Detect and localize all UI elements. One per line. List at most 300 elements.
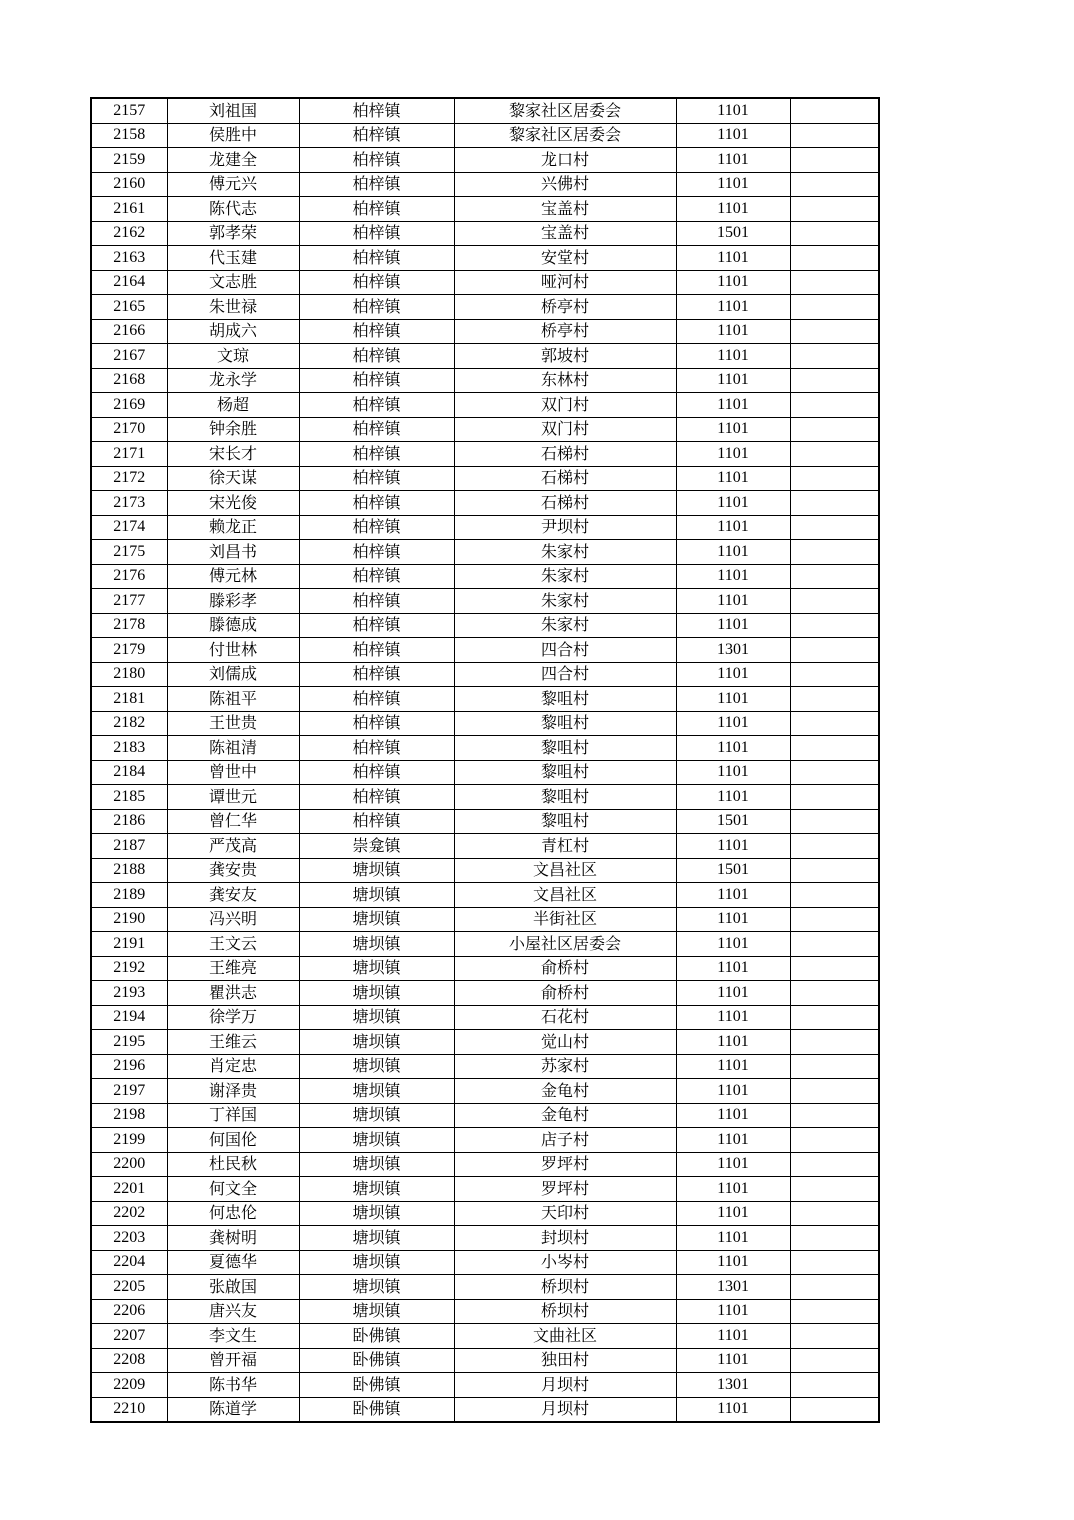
name-cell: 龚树明: [167, 1226, 299, 1251]
code-cell: 1101: [676, 687, 790, 712]
name-cell: 刘祖国: [167, 98, 299, 123]
note-cell: [790, 197, 879, 222]
code-cell: 1101: [676, 1103, 790, 1128]
serial-cell: 2203: [91, 1226, 167, 1251]
note-cell: [790, 1030, 879, 1055]
code-cell: 1101: [676, 344, 790, 369]
table-row: [91, 197, 879, 222]
table-row: [91, 1152, 879, 1177]
code-cell: 1101: [676, 1201, 790, 1226]
code-cell: 1501: [676, 809, 790, 834]
serial-cell: 2198: [91, 1103, 167, 1128]
code-cell: 1101: [676, 1299, 790, 1324]
code-cell: 1101: [676, 123, 790, 148]
note-cell: [790, 393, 879, 418]
table-row: [91, 442, 879, 467]
serial-cell: 2200: [91, 1152, 167, 1177]
note-cell: [790, 809, 879, 834]
note-cell: [790, 711, 879, 736]
town-cell: 卧佛镇: [299, 1324, 454, 1349]
table-row: [91, 1054, 879, 1079]
note-cell: [790, 1250, 879, 1275]
code-cell: 1101: [676, 319, 790, 344]
serial-cell: 2167: [91, 344, 167, 369]
code-cell: 1101: [676, 1079, 790, 1104]
town-cell: 塘坝镇: [299, 907, 454, 932]
code-cell: 1101: [676, 466, 790, 491]
table-row: [91, 98, 879, 123]
serial-cell: 2206: [91, 1299, 167, 1324]
name-cell: 何国伦: [167, 1128, 299, 1153]
table-row: [91, 221, 879, 246]
name-cell: 曾开福: [167, 1348, 299, 1373]
name-cell: 唐兴友: [167, 1299, 299, 1324]
town-cell: 柏梓镇: [299, 319, 454, 344]
village-cell: 桥坝村: [454, 1299, 676, 1324]
note-cell: [790, 123, 879, 148]
note-cell: [790, 785, 879, 810]
note-cell: [790, 1226, 879, 1251]
town-cell: 柏梓镇: [299, 540, 454, 565]
village-cell: 朱家村: [454, 564, 676, 589]
serial-cell: 2157: [91, 98, 167, 123]
village-cell: 双门村: [454, 417, 676, 442]
serial-cell: 2199: [91, 1128, 167, 1153]
name-cell: 肖定忠: [167, 1054, 299, 1079]
serial-cell: 2207: [91, 1324, 167, 1349]
town-cell: 柏梓镇: [299, 711, 454, 736]
name-cell: 宋长才: [167, 442, 299, 467]
town-cell: 柏梓镇: [299, 368, 454, 393]
serial-cell: 2176: [91, 564, 167, 589]
code-cell: 1101: [676, 540, 790, 565]
table-row: [91, 1079, 879, 1104]
serial-cell: 2180: [91, 662, 167, 687]
name-cell: 龙永学: [167, 368, 299, 393]
note-cell: [790, 540, 879, 565]
town-cell: 柏梓镇: [299, 466, 454, 491]
note-cell: [790, 662, 879, 687]
serial-cell: 2164: [91, 270, 167, 295]
serial-cell: 2201: [91, 1177, 167, 1202]
table-row: [91, 1226, 879, 1251]
table-row: [91, 1030, 879, 1055]
name-cell: 胡成六: [167, 319, 299, 344]
table-row: [91, 368, 879, 393]
town-cell: 柏梓镇: [299, 123, 454, 148]
table-row: [91, 638, 879, 663]
code-cell: 1101: [676, 1324, 790, 1349]
town-cell: 柏梓镇: [299, 687, 454, 712]
table-row: [91, 932, 879, 957]
town-cell: 塘坝镇: [299, 1250, 454, 1275]
village-cell: 金龟村: [454, 1079, 676, 1104]
code-cell: 1101: [676, 98, 790, 123]
table-row: [91, 981, 879, 1006]
village-cell: 店子村: [454, 1128, 676, 1153]
serial-cell: 2208: [91, 1348, 167, 1373]
serial-cell: 2159: [91, 148, 167, 173]
name-cell: 傅元林: [167, 564, 299, 589]
name-cell: 滕彩孝: [167, 589, 299, 614]
town-cell: 柏梓镇: [299, 270, 454, 295]
code-cell: 1101: [676, 834, 790, 859]
town-cell: 柏梓镇: [299, 809, 454, 834]
note-cell: [790, 858, 879, 883]
town-cell: 柏梓镇: [299, 148, 454, 173]
name-cell: 龚安友: [167, 883, 299, 908]
note-cell: [790, 295, 879, 320]
village-cell: 月坝村: [454, 1397, 676, 1422]
town-cell: 卧佛镇: [299, 1397, 454, 1422]
village-cell: 宝盖村: [454, 221, 676, 246]
name-cell: 冯兴明: [167, 907, 299, 932]
note-cell: [790, 270, 879, 295]
serial-cell: 2204: [91, 1250, 167, 1275]
code-cell: 1101: [676, 197, 790, 222]
name-cell: 陈祖平: [167, 687, 299, 712]
table-row: [91, 491, 879, 516]
code-cell: 1101: [676, 883, 790, 908]
village-cell: 金龟村: [454, 1103, 676, 1128]
town-cell: 塘坝镇: [299, 1177, 454, 1202]
serial-cell: 2197: [91, 1079, 167, 1104]
table-row: [91, 883, 879, 908]
table-row: [91, 540, 879, 565]
village-cell: 黎咀村: [454, 760, 676, 785]
village-cell: 兴佛村: [454, 172, 676, 197]
village-cell: 桥亭村: [454, 319, 676, 344]
serial-cell: 2194: [91, 1005, 167, 1030]
village-cell: 月坝村: [454, 1373, 676, 1398]
note-cell: [790, 834, 879, 859]
name-cell: 李文生: [167, 1324, 299, 1349]
village-cell: 青杠村: [454, 834, 676, 859]
serial-cell: 2160: [91, 172, 167, 197]
name-cell: 宋光俊: [167, 491, 299, 516]
serial-cell: 2162: [91, 221, 167, 246]
village-cell: 黎咀村: [454, 809, 676, 834]
town-cell: 塘坝镇: [299, 1275, 454, 1300]
table-row: [91, 589, 879, 614]
name-cell: 何忠伦: [167, 1201, 299, 1226]
table-row: [91, 834, 879, 859]
code-cell: 1301: [676, 1373, 790, 1398]
table-row: [91, 246, 879, 271]
town-cell: 崇龛镇: [299, 834, 454, 859]
note-cell: [790, 932, 879, 957]
note-cell: [790, 1054, 879, 1079]
note-cell: [790, 589, 879, 614]
serial-cell: 2163: [91, 246, 167, 271]
name-cell: 侯胜中: [167, 123, 299, 148]
code-cell: 1101: [676, 1054, 790, 1079]
note-cell: [790, 1177, 879, 1202]
code-cell: 1101: [676, 417, 790, 442]
town-cell: 柏梓镇: [299, 564, 454, 589]
serial-cell: 2169: [91, 393, 167, 418]
note-cell: [790, 1348, 879, 1373]
town-cell: 卧佛镇: [299, 1373, 454, 1398]
village-cell: 龙口村: [454, 148, 676, 173]
village-cell: 俞桥村: [454, 956, 676, 981]
name-cell: 谢泽贵: [167, 1079, 299, 1104]
serial-cell: 2210: [91, 1397, 167, 1422]
town-cell: 柏梓镇: [299, 393, 454, 418]
note-cell: [790, 344, 879, 369]
table-row: [91, 1299, 879, 1324]
code-cell: 1101: [676, 1250, 790, 1275]
village-cell: 朱家村: [454, 613, 676, 638]
code-cell: 1101: [676, 1348, 790, 1373]
code-cell: 1101: [676, 148, 790, 173]
note-cell: [790, 613, 879, 638]
name-cell: 杜民秋: [167, 1152, 299, 1177]
town-cell: 柏梓镇: [299, 344, 454, 369]
serial-cell: 2190: [91, 907, 167, 932]
serial-cell: 2183: [91, 736, 167, 761]
note-cell: [790, 1152, 879, 1177]
note-cell: [790, 1079, 879, 1104]
table-row: [91, 1128, 879, 1153]
table-row: [91, 1250, 879, 1275]
village-cell: 安堂村: [454, 246, 676, 271]
village-cell: 四合村: [454, 662, 676, 687]
note-cell: [790, 1324, 879, 1349]
serial-cell: 2170: [91, 417, 167, 442]
note-cell: [790, 907, 879, 932]
serial-cell: 2195: [91, 1030, 167, 1055]
name-cell: 徐学万: [167, 1005, 299, 1030]
code-cell: 1101: [676, 981, 790, 1006]
table-row: [91, 662, 879, 687]
code-cell: 1101: [676, 956, 790, 981]
village-cell: 黎咀村: [454, 687, 676, 712]
table-row: [91, 687, 879, 712]
name-cell: 何文全: [167, 1177, 299, 1202]
note-cell: [790, 736, 879, 761]
table-row: [91, 1005, 879, 1030]
town-cell: 柏梓镇: [299, 515, 454, 540]
note-cell: [790, 466, 879, 491]
village-cell: 文曲社区: [454, 1324, 676, 1349]
town-cell: 柏梓镇: [299, 442, 454, 467]
name-cell: 文志胜: [167, 270, 299, 295]
note-cell: [790, 1128, 879, 1153]
village-cell: 四合村: [454, 638, 676, 663]
code-cell: 1101: [676, 246, 790, 271]
name-cell: 代玉建: [167, 246, 299, 271]
serial-cell: 2179: [91, 638, 167, 663]
town-cell: 柏梓镇: [299, 221, 454, 246]
code-cell: 1101: [676, 491, 790, 516]
note-cell: [790, 246, 879, 271]
table-row: [91, 1373, 879, 1398]
town-cell: 塘坝镇: [299, 1079, 454, 1104]
code-cell: 1101: [676, 1005, 790, 1030]
town-cell: 柏梓镇: [299, 172, 454, 197]
table-row: [91, 907, 879, 932]
serial-cell: 2178: [91, 613, 167, 638]
village-cell: 文昌社区: [454, 883, 676, 908]
table-row: [91, 148, 879, 173]
table-row: [91, 1348, 879, 1373]
serial-cell: 2187: [91, 834, 167, 859]
table-row: [91, 515, 879, 540]
serial-cell: 2182: [91, 711, 167, 736]
name-cell: 陈道学: [167, 1397, 299, 1422]
table-row: [91, 956, 879, 981]
code-cell: 1101: [676, 368, 790, 393]
village-cell: 桥坝村: [454, 1275, 676, 1300]
table-row: [91, 295, 879, 320]
code-cell: 1101: [676, 1030, 790, 1055]
table-row: [91, 736, 879, 761]
table-row: [91, 344, 879, 369]
code-cell: 1101: [676, 270, 790, 295]
town-cell: 柏梓镇: [299, 760, 454, 785]
serial-cell: 2161: [91, 197, 167, 222]
town-cell: 柏梓镇: [299, 613, 454, 638]
note-cell: [790, 319, 879, 344]
town-cell: 柏梓镇: [299, 417, 454, 442]
village-cell: 石梯村: [454, 442, 676, 467]
village-cell: 朱家村: [454, 540, 676, 565]
village-cell: 黎家社区居委会: [454, 98, 676, 123]
village-cell: 封坝村: [454, 1226, 676, 1251]
serial-cell: 2185: [91, 785, 167, 810]
town-cell: 柏梓镇: [299, 197, 454, 222]
serial-cell: 2174: [91, 515, 167, 540]
town-cell: 塘坝镇: [299, 1005, 454, 1030]
note-cell: [790, 760, 879, 785]
village-cell: 石梯村: [454, 466, 676, 491]
village-cell: 石花村: [454, 1005, 676, 1030]
table-row: [91, 785, 879, 810]
town-cell: 塘坝镇: [299, 883, 454, 908]
name-cell: 傅元兴: [167, 172, 299, 197]
table-row: [91, 466, 879, 491]
note-cell: [790, 638, 879, 663]
serial-cell: 2184: [91, 760, 167, 785]
name-cell: 王文云: [167, 932, 299, 957]
code-cell: 1101: [676, 613, 790, 638]
code-cell: 1101: [676, 907, 790, 932]
code-cell: 1101: [676, 932, 790, 957]
village-cell: 双门村: [454, 393, 676, 418]
note-cell: [790, 564, 879, 589]
serial-cell: 2188: [91, 858, 167, 883]
note-cell: [790, 1299, 879, 1324]
village-cell: 罗坪村: [454, 1177, 676, 1202]
code-cell: 1501: [676, 858, 790, 883]
town-cell: 柏梓镇: [299, 589, 454, 614]
note-cell: [790, 515, 879, 540]
village-cell: 小屋社区居委会: [454, 932, 676, 957]
code-cell: 1101: [676, 1128, 790, 1153]
note-cell: [790, 981, 879, 1006]
name-cell: 刘昌书: [167, 540, 299, 565]
code-cell: 1101: [676, 564, 790, 589]
table-row: [91, 1103, 879, 1128]
serial-cell: 2193: [91, 981, 167, 1006]
table-row: [91, 564, 879, 589]
village-cell: 朱家村: [454, 589, 676, 614]
town-cell: 柏梓镇: [299, 295, 454, 320]
note-cell: [790, 883, 879, 908]
village-cell: 哑河村: [454, 270, 676, 295]
village-cell: 宝盖村: [454, 197, 676, 222]
code-cell: 1101: [676, 736, 790, 761]
village-cell: 黎咀村: [454, 785, 676, 810]
serial-cell: 2168: [91, 368, 167, 393]
serial-cell: 2202: [91, 1201, 167, 1226]
village-cell: 半街社区: [454, 907, 676, 932]
serial-cell: 2166: [91, 319, 167, 344]
note-cell: [790, 368, 879, 393]
code-cell: 1101: [676, 1177, 790, 1202]
name-cell: 谭世元: [167, 785, 299, 810]
town-cell: 塘坝镇: [299, 981, 454, 1006]
note-cell: [790, 98, 879, 123]
code-cell: 1301: [676, 638, 790, 663]
code-cell: 1101: [676, 589, 790, 614]
name-cell: 王世贵: [167, 711, 299, 736]
name-cell: 张啟国: [167, 1275, 299, 1300]
note-cell: [790, 1103, 879, 1128]
code-cell: 1101: [676, 515, 790, 540]
village-cell: 黎家社区居委会: [454, 123, 676, 148]
note-cell: [790, 687, 879, 712]
name-cell: 陈代志: [167, 197, 299, 222]
note-cell: [790, 442, 879, 467]
table-row: [91, 1397, 879, 1422]
table-row: [91, 417, 879, 442]
note-cell: [790, 148, 879, 173]
name-cell: 杨超: [167, 393, 299, 418]
village-cell: 尹坝村: [454, 515, 676, 540]
name-cell: 陈祖清: [167, 736, 299, 761]
village-cell: 黎咀村: [454, 711, 676, 736]
table-row: [91, 1177, 879, 1202]
town-cell: 柏梓镇: [299, 662, 454, 687]
village-cell: 小岑村: [454, 1250, 676, 1275]
code-cell: 1101: [676, 1152, 790, 1177]
town-cell: 卧佛镇: [299, 1348, 454, 1373]
town-cell: 塘坝镇: [299, 932, 454, 957]
village-cell: 觉山村: [454, 1030, 676, 1055]
serial-cell: 2158: [91, 123, 167, 148]
code-cell: 1101: [676, 785, 790, 810]
village-cell: 郭坡村: [454, 344, 676, 369]
table-row: [91, 809, 879, 834]
name-cell: 赖龙正: [167, 515, 299, 540]
village-cell: 苏家村: [454, 1054, 676, 1079]
table-row: [91, 123, 879, 148]
name-cell: 郭孝荣: [167, 221, 299, 246]
table-row: [91, 613, 879, 638]
serial-cell: 2209: [91, 1373, 167, 1398]
name-cell: 夏德华: [167, 1250, 299, 1275]
table-row: [91, 858, 879, 883]
code-cell: 1501: [676, 221, 790, 246]
serial-cell: 2186: [91, 809, 167, 834]
name-cell: 朱世禄: [167, 295, 299, 320]
serial-cell: 2173: [91, 491, 167, 516]
town-cell: 柏梓镇: [299, 785, 454, 810]
village-cell: 天印村: [454, 1201, 676, 1226]
town-cell: 柏梓镇: [299, 638, 454, 663]
